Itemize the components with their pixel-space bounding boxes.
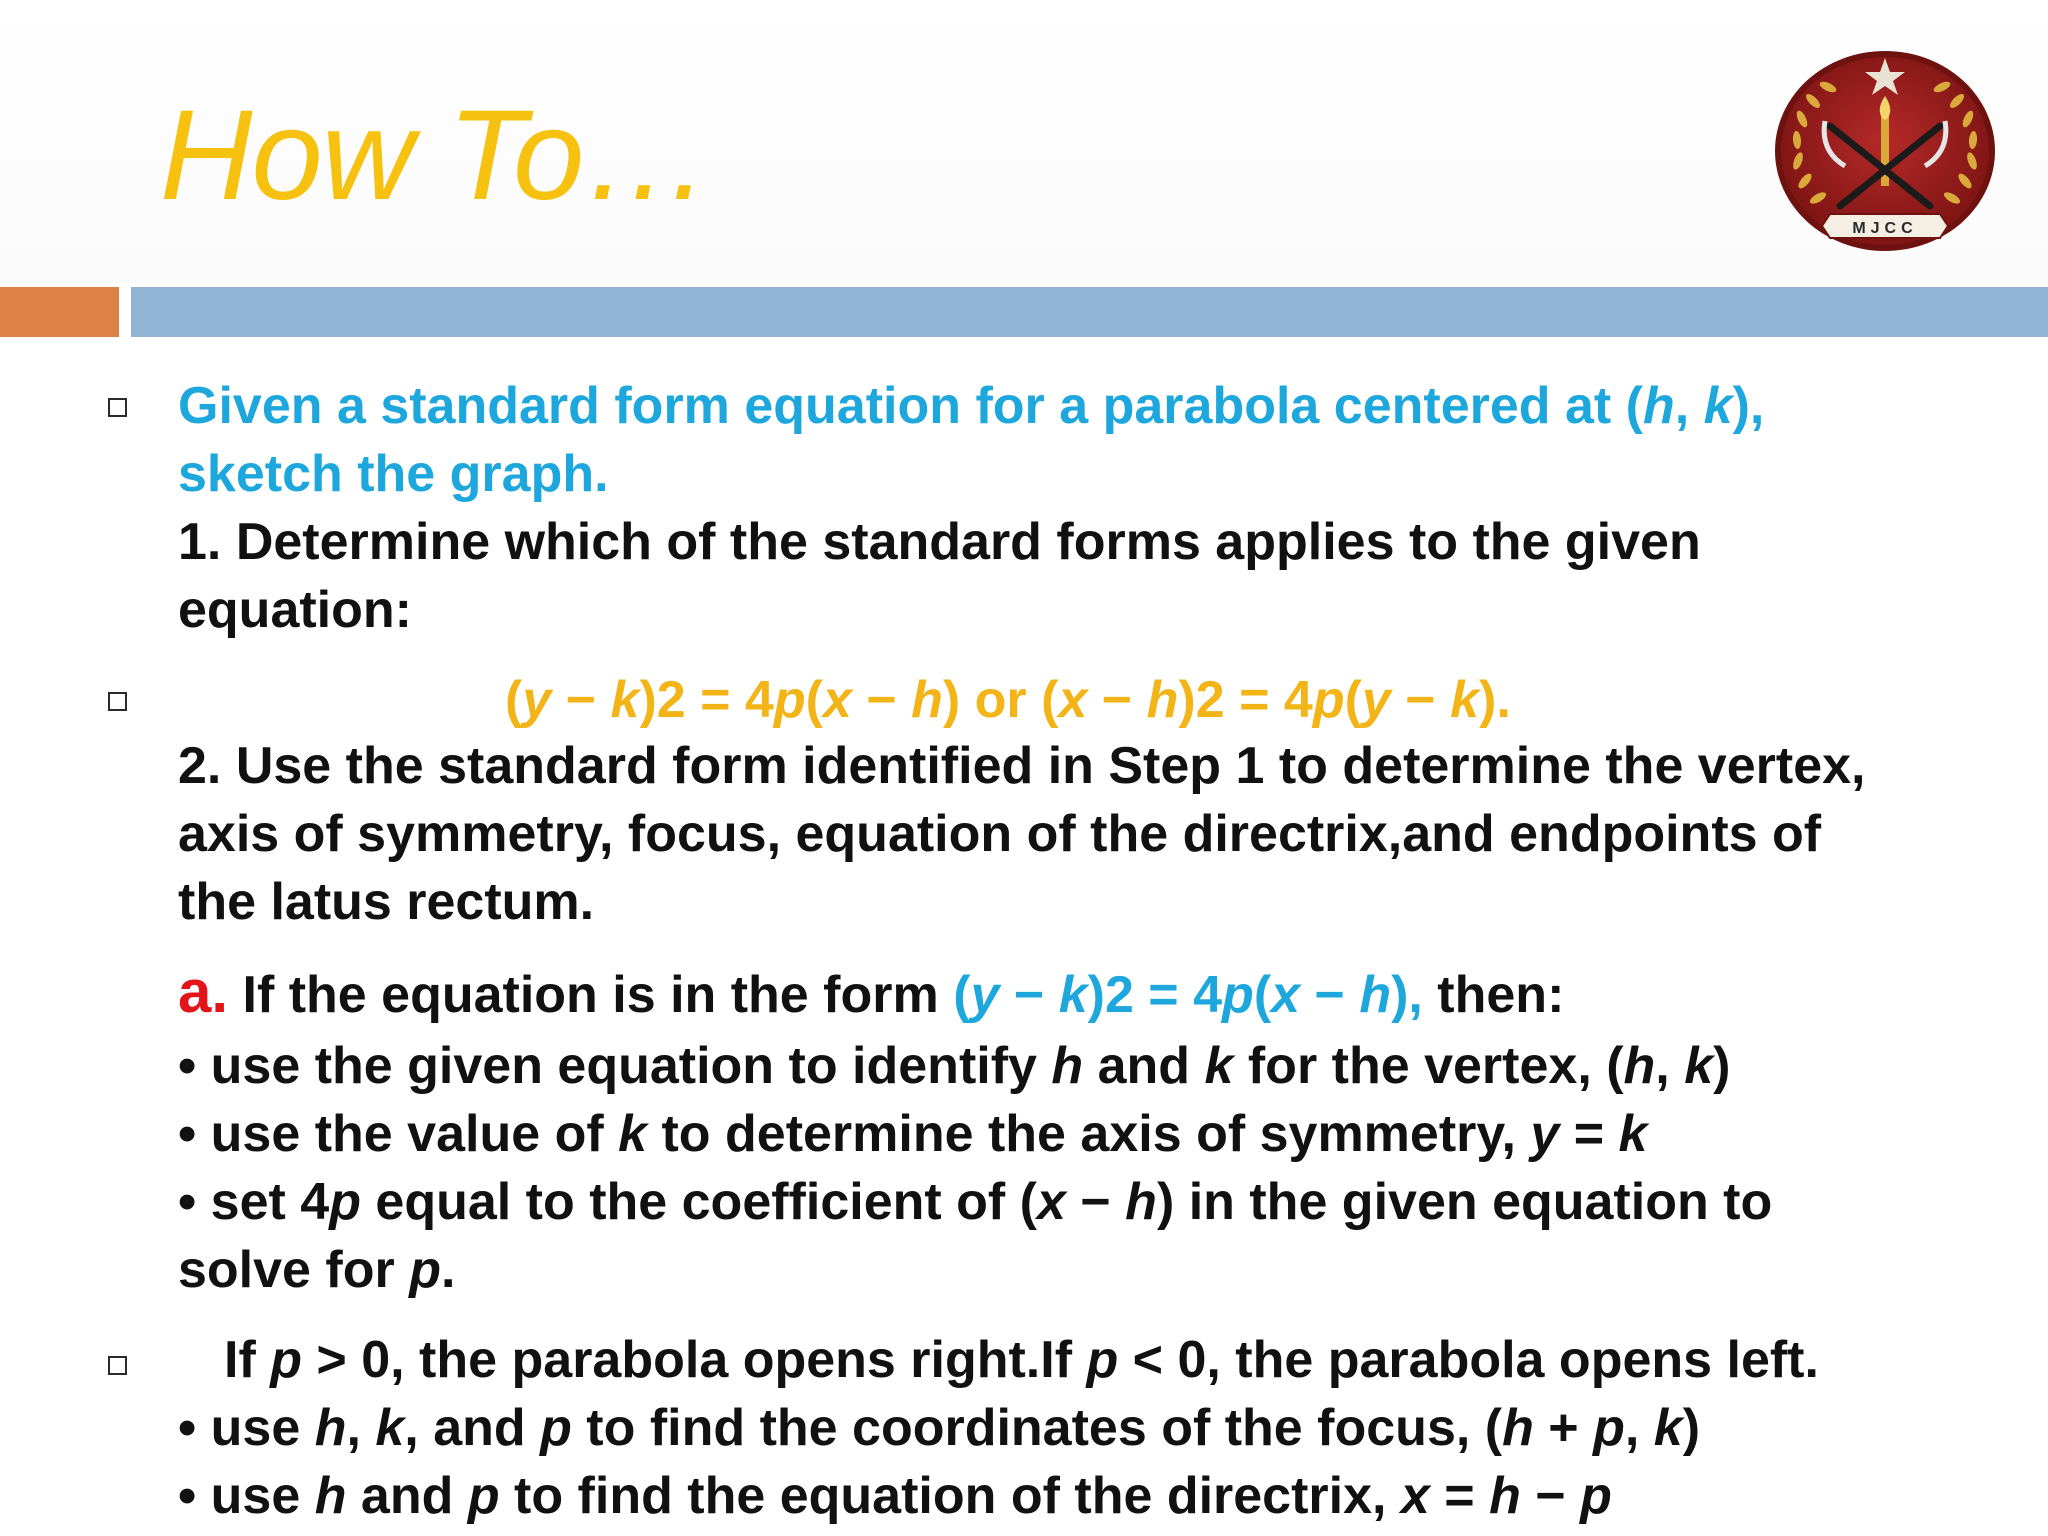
axis-bullet xyxy=(178,1105,1648,1163)
text: then: xyxy=(1422,966,1565,1024)
text: y xyxy=(970,966,1000,1024)
text: ) or ( xyxy=(942,671,1059,729)
text: p xyxy=(409,1241,441,1299)
text: . xyxy=(440,1241,456,1299)
text: k xyxy=(610,671,640,729)
text: k xyxy=(1684,1037,1714,1095)
heading-line-2: sketch the graph. xyxy=(178,445,609,503)
text: > 0, the parabola opens right.If xyxy=(301,1331,1087,1389)
text: h xyxy=(1502,1399,1534,1457)
text: p xyxy=(1086,1331,1119,1389)
text: • use xyxy=(178,1399,315,1457)
text: , xyxy=(1624,1399,1654,1457)
step2-line-3: the latus rectum. xyxy=(178,873,595,931)
text: , xyxy=(1674,377,1704,435)
text: y xyxy=(522,671,552,729)
bullet-square-icon xyxy=(108,398,127,417)
text: − xyxy=(999,966,1059,1024)
text: h xyxy=(1623,1037,1656,1095)
text: k xyxy=(1058,966,1088,1024)
text: x xyxy=(1400,1467,1430,1525)
text: − xyxy=(1087,671,1147,729)
text: ( xyxy=(1344,671,1362,729)
text: ), xyxy=(1391,966,1423,1024)
step2-line-2: axis of symmetry, focus, equation of the directrix,and endpoints of xyxy=(178,805,1822,863)
text: − xyxy=(1065,1173,1126,1231)
text: k xyxy=(375,1399,405,1457)
text: − xyxy=(851,671,912,729)
text: p xyxy=(1580,1467,1612,1525)
text: < 0, the parabola opens left. xyxy=(1118,1331,1819,1389)
text: h xyxy=(1489,1467,1521,1525)
text: k xyxy=(1450,671,1480,729)
heading-line-1 xyxy=(178,377,1765,435)
part-a-formula xyxy=(953,966,1423,1024)
text: y xyxy=(1361,671,1391,729)
text: x xyxy=(1058,671,1088,729)
text: )2 = 4 xyxy=(639,671,774,729)
slide-title: How To… xyxy=(160,84,711,227)
text: • use the given equation to identify xyxy=(178,1037,1052,1095)
text: p xyxy=(329,1173,361,1231)
step1-line-1: 1. Determine which of the standard forms applies to the given xyxy=(178,513,1701,571)
text: ). xyxy=(1479,671,1511,729)
text: • set 4 xyxy=(178,1173,330,1231)
text: = xyxy=(1429,1467,1490,1525)
coefficient-bullet-line-1 xyxy=(178,1173,1773,1231)
text: p xyxy=(773,671,806,729)
text: ) xyxy=(1713,1037,1731,1095)
directrix-bullet xyxy=(178,1467,1612,1525)
text: k xyxy=(1653,1399,1683,1457)
text: to find the coordinates of the focus, ( xyxy=(571,1399,1503,1457)
text: p xyxy=(1312,671,1345,729)
text: p xyxy=(1593,1399,1625,1457)
logo-text: MJCC xyxy=(1852,220,1918,237)
part-a-line xyxy=(178,958,1565,1025)
text: h xyxy=(1125,1173,1157,1231)
bullet-square-icon xyxy=(108,692,127,711)
text: = xyxy=(1559,1105,1619,1163)
text: k xyxy=(1703,377,1733,435)
coefficient-bullet-line-2 xyxy=(178,1241,456,1299)
text: ( xyxy=(505,671,523,729)
text: and xyxy=(1083,1037,1205,1095)
text: If the equation is in the form xyxy=(228,966,954,1024)
text: • use xyxy=(178,1467,315,1525)
text: ( xyxy=(953,966,971,1024)
text: , xyxy=(1655,1037,1685,1095)
opens-direction-line xyxy=(224,1331,1819,1389)
text: − xyxy=(1390,671,1451,729)
text: − xyxy=(551,671,611,729)
text: k xyxy=(1204,1037,1234,1095)
text: x xyxy=(1271,966,1301,1024)
text: − xyxy=(1300,966,1360,1024)
text: to find the equation of the directrix, xyxy=(499,1467,1401,1525)
text: for the vertex, ( xyxy=(1233,1037,1624,1095)
text: h xyxy=(1359,966,1392,1024)
text: )2 = 4 xyxy=(1178,671,1313,729)
focus-bullet xyxy=(178,1399,1701,1457)
text: h xyxy=(1051,1037,1084,1095)
text: Given a standard form equation for a parabola centered at ( xyxy=(178,377,1643,435)
text: y xyxy=(1530,1105,1560,1163)
text: ) in the given equation to xyxy=(1156,1173,1773,1231)
step1-line-2: equation: xyxy=(178,581,412,639)
text: • use the value of xyxy=(178,1105,619,1163)
text: ), xyxy=(1732,377,1765,435)
standard-forms-formula xyxy=(505,671,1511,729)
text: solve for xyxy=(178,1241,410,1299)
step2-line-1: 2. Use the standard form identified in Step 1 to determine the vertex, xyxy=(178,737,1866,795)
text: h xyxy=(911,671,943,729)
text: , and xyxy=(404,1399,541,1457)
text: k xyxy=(618,1105,648,1163)
text: h xyxy=(314,1399,347,1457)
text: ( xyxy=(1253,966,1272,1024)
text: h xyxy=(314,1467,347,1525)
text: p xyxy=(467,1467,500,1525)
text: and xyxy=(346,1467,468,1525)
text: ( xyxy=(805,671,823,729)
text: )2 = 4 xyxy=(1087,966,1223,1024)
text: h xyxy=(1146,671,1179,729)
text: If xyxy=(224,1331,271,1389)
text: p xyxy=(1222,966,1254,1024)
text: x xyxy=(822,671,852,729)
text: ) xyxy=(1682,1399,1701,1457)
bullet-square-icon xyxy=(108,1356,127,1375)
text: − xyxy=(1520,1467,1581,1525)
vertex-bullet xyxy=(178,1037,1731,1095)
text: k xyxy=(1618,1105,1648,1163)
text: to determine the axis of symmetry, xyxy=(647,1105,1531,1163)
text: h xyxy=(1643,377,1675,435)
text: p xyxy=(270,1331,302,1389)
part-a-label: a. xyxy=(178,958,229,1025)
text: p xyxy=(540,1399,572,1457)
text: x xyxy=(1036,1173,1066,1231)
text: equal to the coefficient of ( xyxy=(360,1173,1037,1231)
text: + xyxy=(1533,1399,1594,1457)
text: , xyxy=(346,1399,376,1457)
